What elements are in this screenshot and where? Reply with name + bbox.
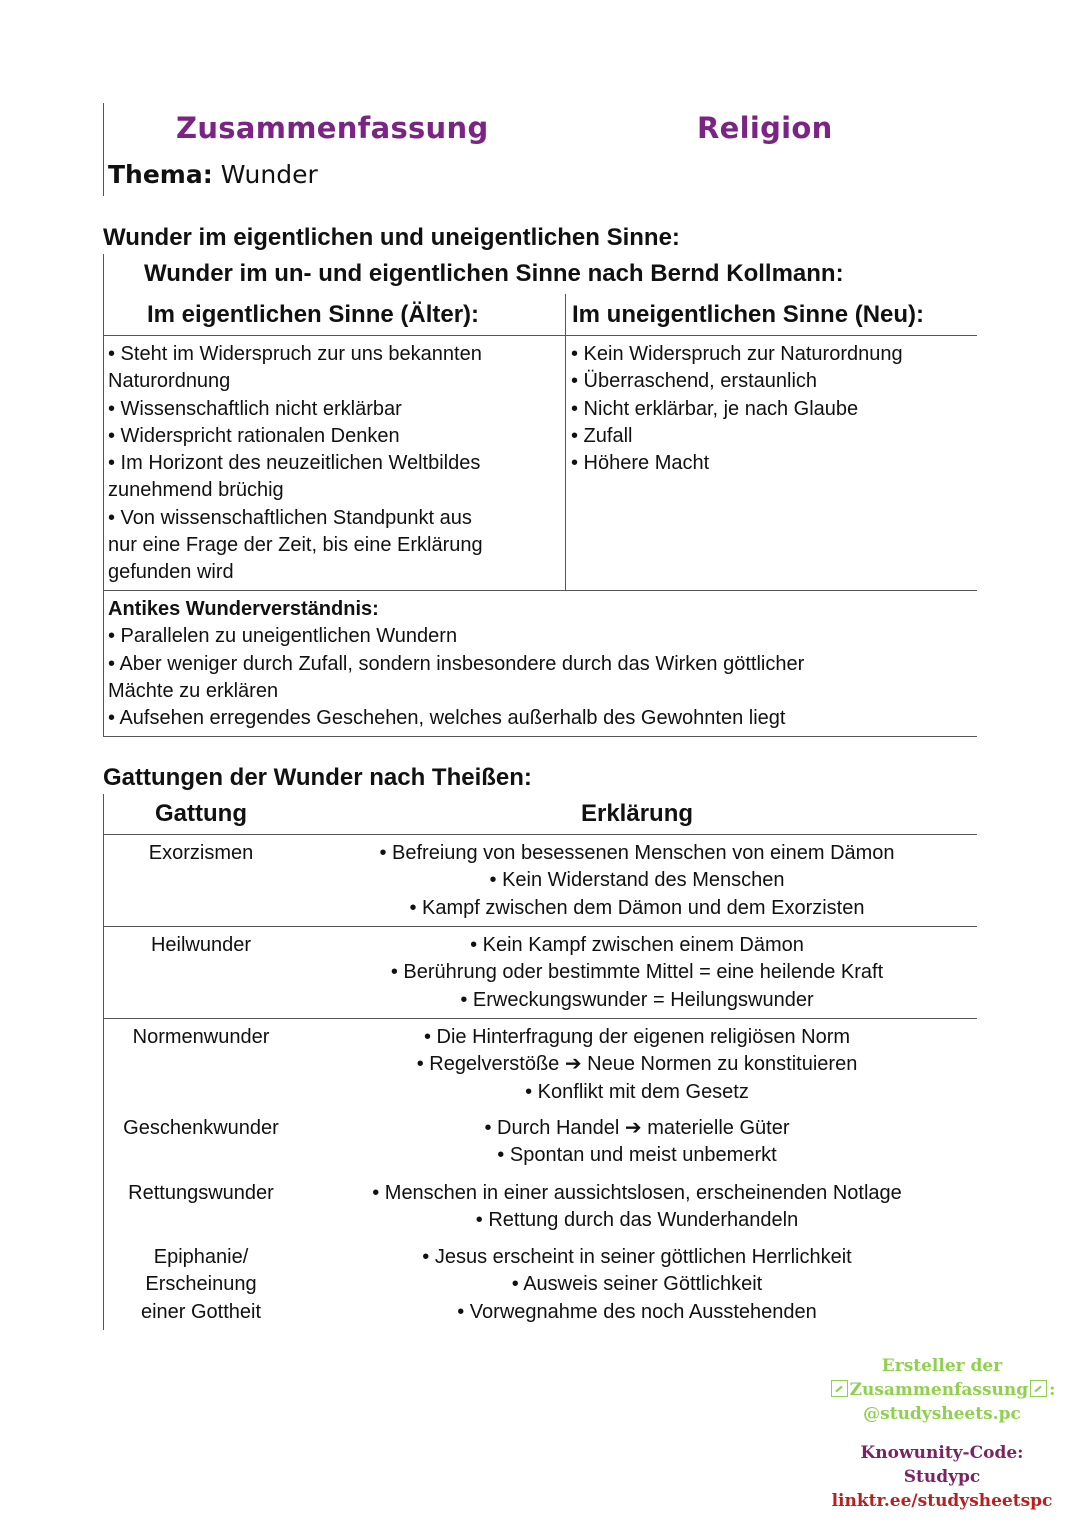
antike-top-rule — [103, 590, 977, 591]
col-head-erklaerung: Erklärung — [580, 800, 694, 827]
subject-title: Religion — [697, 111, 833, 145]
col-head-uneigentlich: Im uneigentlichen Sinne (Neu): — [572, 301, 925, 328]
list-item: nur eine Frage der Zeit, bis eine Erklärung — [108, 534, 483, 557]
eigentlich-list — [108, 341, 483, 587]
list-item: • Widerspricht rationalen Denken — [108, 424, 400, 447]
antike-bottom-rule — [103, 736, 977, 737]
list-item: • Kein Widerspruch zur Naturordnung — [571, 343, 903, 365]
list-item: • Wissenschaftlich nicht erklärbar — [108, 397, 402, 420]
list-item: • Zufall — [571, 424, 633, 447]
list-item: • Die Hinterfragung der eigenen religiösen Norm — [423, 1026, 851, 1048]
knowunity-code — [822, 1441, 1062, 1513]
antike-heading: Antikes Wunderverständnis: — [108, 598, 379, 620]
list-item: • Berührung oder bestimmte Mittel = eine heilende Kraft — [390, 961, 884, 984]
row-divider — [103, 1018, 977, 1019]
list-item: • Von wissenschaftlichen Standpunkt aus — [108, 506, 472, 529]
list-item: • Steht im Widerspruch zur uns bekannten — [108, 343, 482, 365]
gattung-epiphanie: Epiphanie/ Erscheinung einer Gottheit — [140, 1246, 262, 1323]
list-item: • Aber weniger durch Zufall, sondern insbesondere durch das Wirken göttlicher — [108, 652, 805, 675]
list-item: • Kein Kampf zwischen einem Dämon — [470, 934, 804, 956]
code-label: Knowunity-Code: — [860, 1443, 1024, 1463]
col-divider — [565, 294, 566, 591]
list-item: • Kampf zwischen dem Dämon und dem Exorzisten — [409, 896, 865, 919]
erklaerung-epiphanie — [307, 1244, 967, 1326]
topic-label: Thema: — [108, 160, 213, 189]
creator-line2: Zusammenfassung : — [822, 1378, 1062, 1402]
gattung-exorzismen: Exorzismen — [148, 842, 254, 864]
erklaerung-exorzismen — [307, 840, 967, 922]
list-item: Mächte zu erklären — [108, 679, 279, 702]
list-item: • Im Horizont des neuzeitlichen Weltbildes — [108, 452, 481, 475]
col-head-gattung: Gattung — [155, 800, 247, 827]
list-item: • Kein Widerstand des Menschen — [489, 869, 785, 892]
creator-credit — [822, 1354, 1062, 1426]
header-left-rule — [103, 103, 104, 196]
creator-line1: Ersteller der — [881, 1356, 1003, 1376]
list-item: • Aufsehen erregendes Geschehen, welches außerhalb des Gewohnten liegt — [108, 707, 786, 730]
gattung-rettungswunder: Rettungswunder — [128, 1182, 274, 1204]
list-item: zunehmend brüchig — [108, 479, 284, 502]
note-icon — [831, 1380, 848, 1397]
gattung-head-underline — [103, 834, 977, 835]
section1-left-rule — [103, 254, 104, 737]
col-head-eigentlich: Im eigentlichen Sinne (Älter): — [147, 301, 480, 328]
list-item: • Vorwegnahme des noch Ausstehenden — [457, 1300, 817, 1323]
erklaerung-normenwunder — [307, 1024, 967, 1106]
erklaerung-rettungswunder — [307, 1180, 967, 1235]
section1-heading: Wunder im eigentlichen und uneigentlichen Sinne: — [103, 224, 680, 251]
kollmann-subheading: Wunder im un- und eigentlichen Sinne nach Bernd Kollmann: — [144, 260, 844, 287]
list-item: • Nicht erklärbar, je nach Glaube — [571, 397, 859, 420]
list-item: gefunden wird — [108, 561, 234, 584]
erklaerung-geschenkwunder — [307, 1115, 967, 1170]
summary-title: Zusammenfassung — [176, 111, 489, 145]
list-item: • Überraschend, erstaunlich — [571, 370, 818, 393]
list-item: • Rettung durch das Wunderhandeln — [475, 1209, 799, 1232]
topic-value: Wunder — [220, 160, 318, 189]
linktree-link[interactable]: linktr.ee/studysheetspc — [831, 1491, 1053, 1511]
list-item: • Ausweis seiner Göttlichkeit — [511, 1273, 763, 1296]
section2-heading: Gattungen der Wunder nach Theißen: — [103, 764, 532, 791]
code-value: Studypc — [903, 1467, 981, 1487]
list-item: • Befreiung von besessenen Menschen von einem Dämon — [379, 842, 895, 864]
uneigentlich-list — [571, 341, 903, 477]
list-item: • Jesus erscheint in seiner göttlichen Herrlichkeit — [422, 1246, 852, 1268]
list-item: • Regelverstöße ➔ Neue Normen zu konstituieren — [416, 1053, 858, 1076]
list-item: • Menschen in einer aussichtslosen, erscheinenden Notlage — [372, 1182, 902, 1204]
gattung-heilwunder: Heilwunder — [150, 934, 252, 956]
note-icon — [1030, 1380, 1047, 1397]
gattung-geschenkwunder: Geschenkwunder — [123, 1117, 279, 1139]
head-underline — [103, 335, 977, 336]
list-item: • Höhere Macht — [571, 452, 710, 475]
gattung-normenwunder: Normenwunder — [132, 1026, 270, 1048]
row-divider — [103, 926, 977, 927]
topic-line — [108, 160, 318, 189]
antike-block — [108, 596, 804, 732]
list-item: • Spontan und meist unbemerkt — [497, 1144, 777, 1167]
list-item: • Konflikt mit dem Gesetz — [525, 1080, 749, 1103]
erklaerung-heilwunder — [307, 932, 967, 1014]
list-item: Naturordnung — [108, 370, 231, 393]
list-item: • Durch Handel ➔ materielle Güter — [484, 1117, 790, 1139]
list-item: • Parallelen zu uneigentlichen Wundern — [108, 625, 458, 648]
list-item: • Erweckungswunder = Heilungswunder — [460, 988, 814, 1011]
creator-handle: @studysheets.pc — [863, 1404, 1021, 1424]
